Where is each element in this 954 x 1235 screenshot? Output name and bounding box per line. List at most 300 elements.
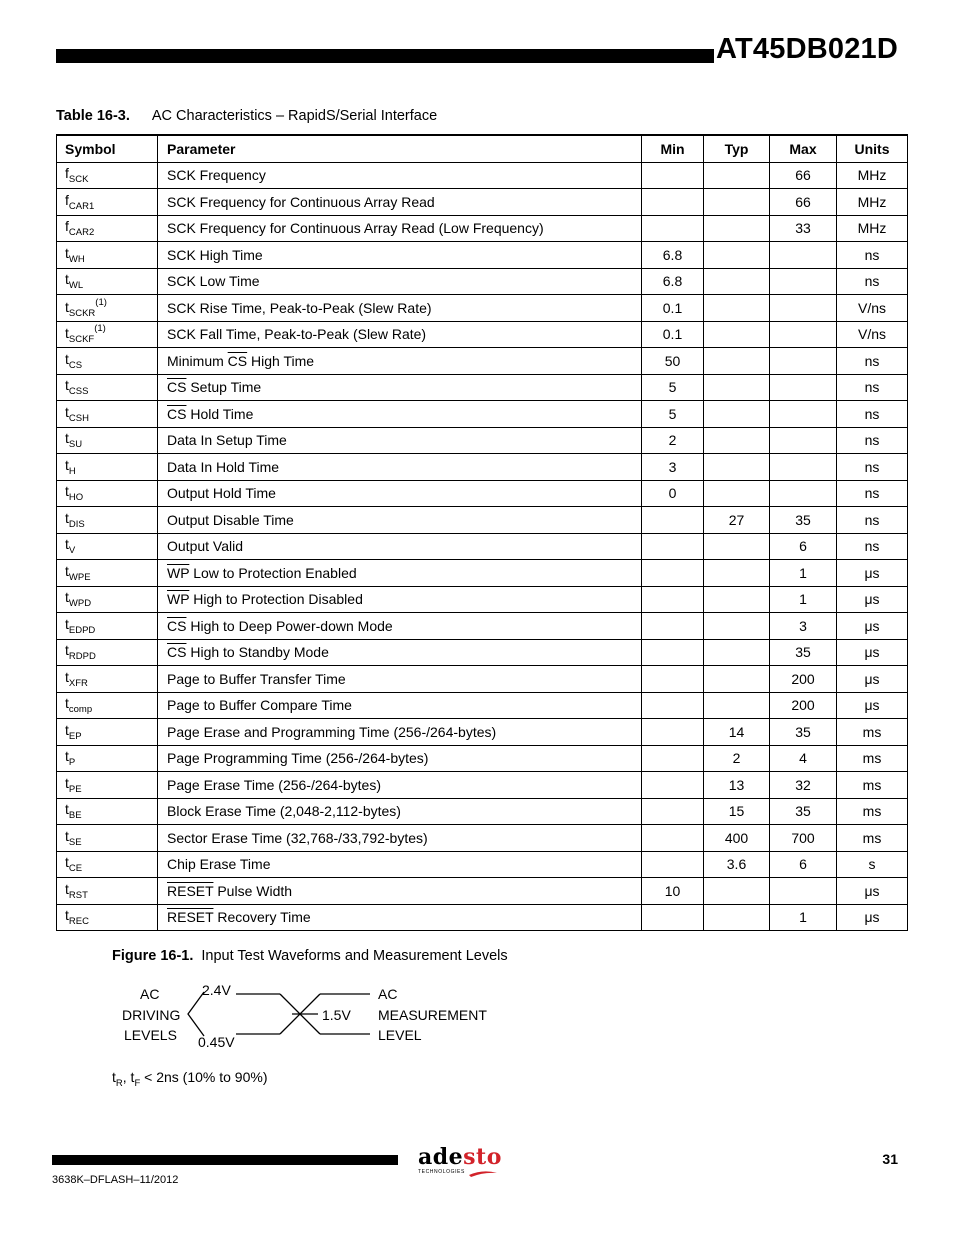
cell-typ: 13: [704, 772, 770, 799]
table-row: [57, 295, 908, 322]
cell-min: 5: [642, 374, 704, 401]
cell-max: 35: [770, 798, 837, 825]
cell-symbol: [57, 772, 158, 799]
symbol-base: t: [65, 801, 69, 818]
cell-typ: 15: [704, 798, 770, 825]
table-row: [57, 162, 908, 189]
table-row: [57, 374, 908, 401]
cell-parameter: Output Disable Time: [158, 507, 642, 534]
cell-typ: 3.6: [704, 851, 770, 878]
cell-parameter: [158, 560, 642, 587]
cell-typ: [704, 666, 770, 693]
cell-min: 0.1: [642, 321, 704, 348]
active-low-signal: $\overline{WP}$: [167, 564, 190, 581]
symbol-subscript: BE: [68, 810, 82, 822]
symbol-base: t: [65, 695, 69, 712]
cell-units: μs: [837, 586, 908, 613]
header-rule: [56, 49, 714, 63]
symbol-base: t: [65, 483, 69, 500]
cell-parameter: Page to Buffer Transfer Time: [158, 666, 642, 693]
cell-min: 10: [642, 878, 704, 905]
cell-min: 0.1: [642, 295, 704, 322]
cell-parameter: Block Erase Time (2,048-2,112-bytes): [158, 798, 642, 825]
cell-max: 66: [770, 162, 837, 189]
symbol-base: t: [65, 403, 69, 420]
cell-symbol: [57, 295, 158, 322]
symbol-base: t: [65, 615, 69, 632]
parameter-text: High to Deep Power-down Mode: [190, 617, 393, 634]
cell-parameter: [158, 348, 642, 375]
cell-units: μs: [837, 878, 908, 905]
measure-level-label: 1.5V: [322, 1007, 351, 1023]
symbol-subscript: PE: [68, 783, 82, 795]
cell-units: ns: [837, 348, 908, 375]
cell-parameter: Data In Hold Time: [158, 454, 642, 481]
symbol-base: t: [65, 377, 69, 394]
cell-min: [642, 639, 704, 666]
cell-min: 6.8: [642, 242, 704, 269]
table-row: [57, 401, 908, 428]
cell-units: s: [837, 851, 908, 878]
symbol-subscript: SCKF: [68, 334, 95, 346]
cell-max: [770, 401, 837, 428]
table-row: [57, 480, 908, 507]
symbol-footnote: (1): [94, 323, 106, 335]
cell-units: V/ns: [837, 295, 908, 322]
cell-max: [770, 348, 837, 375]
cell-min: 3: [642, 454, 704, 481]
note-sub-r: R: [115, 1078, 123, 1089]
symbol-subscript: SE: [68, 836, 82, 848]
cell-parameter: SCK Frequency for Continuous Array Read: [158, 189, 642, 216]
cell-symbol: [57, 268, 158, 295]
cell-typ: [704, 374, 770, 401]
active-low-signal: RESET: [167, 909, 214, 926]
table-row: [57, 215, 908, 242]
active-low-signal: $\overline{CS}$: [167, 617, 187, 634]
symbol-subscript: V: [68, 545, 76, 557]
cell-symbol: [57, 798, 158, 825]
parameter-text: Setup Time: [190, 379, 262, 396]
col-header-symbol: Symbol: [57, 135, 158, 162]
cell-units: ns: [837, 268, 908, 295]
cell-symbol: [57, 878, 158, 905]
cell-min: 2: [642, 427, 704, 454]
table-body: [57, 162, 908, 931]
cell-typ: [704, 162, 770, 189]
col-header-parameter: Parameter: [158, 135, 642, 162]
left-label-line-2: DRIVING: [122, 1007, 181, 1023]
cell-typ: [704, 904, 770, 931]
cell-max: [770, 268, 837, 295]
cell-typ: 400: [704, 825, 770, 852]
cell-typ: [704, 692, 770, 719]
cell-parameter: [158, 586, 642, 613]
cell-min: [642, 533, 704, 560]
cell-max: 1: [770, 586, 837, 613]
cell-max: 35: [770, 507, 837, 534]
symbol-base: t: [65, 244, 69, 261]
parameter-text: High to Protection Disabled: [193, 591, 363, 608]
table-row: [57, 798, 908, 825]
footer-rule: [52, 1155, 398, 1165]
cell-units: ns: [837, 427, 908, 454]
document-id: 3638K–DFLASH–11/2012: [52, 1174, 179, 1186]
table-row: [57, 321, 908, 348]
symbol-subscript: comp: [68, 704, 93, 716]
cell-min: [642, 215, 704, 242]
symbol-base: t: [65, 854, 69, 871]
symbol-subscript: EDPD: [68, 624, 96, 636]
symbol-subscript: CAR1: [68, 200, 95, 212]
symbol-base: t: [65, 721, 69, 738]
left-label-line-3: LEVELS: [124, 1027, 177, 1043]
cell-max: 1: [770, 904, 837, 931]
cell-typ: 27: [704, 507, 770, 534]
cell-symbol: [57, 639, 158, 666]
cell-typ: [704, 189, 770, 216]
symbol-base: t: [65, 907, 69, 924]
table-number: Table 16-3.: [56, 108, 130, 124]
table-row: [57, 427, 908, 454]
cell-units: MHz: [837, 215, 908, 242]
symbol-base: t: [65, 509, 69, 526]
table-row: [57, 613, 908, 640]
cell-parameter: Page to Buffer Compare Time: [158, 692, 642, 719]
table-header-row: [57, 135, 908, 162]
cell-units: μs: [837, 560, 908, 587]
cell-typ: [704, 560, 770, 587]
cell-max: 200: [770, 692, 837, 719]
symbol-base: t: [65, 562, 69, 579]
cell-symbol: [57, 427, 158, 454]
cell-units: ms: [837, 745, 908, 772]
table-row: [57, 666, 908, 693]
symbol-subscript: XFR: [68, 677, 88, 689]
cell-units: ns: [837, 374, 908, 401]
symbol-subscript: CSS: [68, 386, 89, 398]
test-waveform-diagram: [180, 982, 380, 1046]
cell-units: ns: [837, 507, 908, 534]
note-rest: < 2ns (10% to 90%): [140, 1069, 268, 1085]
logo-wordmark: [418, 1146, 504, 1168]
table-row: [57, 560, 908, 587]
cell-min: [642, 719, 704, 746]
cell-min: [642, 586, 704, 613]
cell-min: [642, 904, 704, 931]
cell-units: μs: [837, 692, 908, 719]
cell-parameter: SCK High Time: [158, 242, 642, 269]
adesto-logo: [418, 1146, 504, 1175]
cell-symbol: [57, 215, 158, 242]
cell-max: [770, 878, 837, 905]
cell-min: [642, 692, 704, 719]
cell-symbol: [57, 745, 158, 772]
parameter-text: High to Standby Mode: [190, 644, 329, 661]
right-label-line-2: MEASUREMENT: [378, 1007, 487, 1023]
cell-units: ms: [837, 798, 908, 825]
cell-parameter: Sector Erase Time (32,768-/33,792-bytes): [158, 825, 642, 852]
right-label-line-1: AC: [378, 986, 398, 1002]
figure-number: Figure 16-1.: [112, 948, 194, 964]
cell-typ: 2: [704, 745, 770, 772]
cell-min: [642, 745, 704, 772]
cell-symbol: [57, 189, 158, 216]
cell-min: [642, 666, 704, 693]
cell-parameter: Page Erase and Programming Time (256-/264-bytes): [158, 719, 642, 746]
cell-parameter: SCK Fall Time, Peak-to-Peak (Slew Rate): [158, 321, 642, 348]
low-level-label: 0.45V: [198, 1034, 235, 1050]
cell-parameter: SCK Frequency: [158, 162, 642, 189]
symbol-base: f: [65, 218, 69, 235]
rise-fall-note: [112, 1069, 268, 1089]
logo-word-a: ade: [418, 1144, 464, 1170]
high-level-label: 2.4V: [202, 982, 231, 998]
cell-min: [642, 560, 704, 587]
cell-units: μs: [837, 639, 908, 666]
cell-typ: [704, 401, 770, 428]
table-row: [57, 904, 908, 931]
cell-units: MHz: [837, 189, 908, 216]
cell-min: [642, 507, 704, 534]
cell-max: [770, 480, 837, 507]
cell-units: ns: [837, 480, 908, 507]
cell-max: 3: [770, 613, 837, 640]
cell-min: [642, 851, 704, 878]
symbol-footnote: (1): [95, 296, 107, 308]
cell-units: ns: [837, 454, 908, 481]
cell-parameter: [158, 613, 642, 640]
cell-min: 6.8: [642, 268, 704, 295]
note-sub-f: F: [134, 1078, 141, 1089]
cell-max: 6: [770, 851, 837, 878]
document-title: AT45DB021D: [716, 33, 898, 65]
symbol-subscript: RST: [68, 889, 88, 901]
cell-symbol: [57, 904, 158, 931]
driving-levels-bracket: [188, 992, 204, 1036]
active-low-signal: $\overline{WP}$: [167, 591, 190, 608]
active-low-signal: $\overline{CS}$: [167, 379, 187, 396]
cell-parameter: [158, 904, 642, 931]
cell-min: 5: [642, 401, 704, 428]
cell-symbol: [57, 454, 158, 481]
symbol-base: t: [65, 536, 69, 553]
symbol-base: f: [65, 165, 69, 182]
table-row: [57, 189, 908, 216]
cell-parameter: Page Programming Time (256-/264-bytes): [158, 745, 642, 772]
cell-symbol: [57, 321, 158, 348]
table-row: [57, 533, 908, 560]
cell-parameter: Chip Erase Time: [158, 851, 642, 878]
symbol-subscript: SCKR: [68, 307, 96, 319]
cell-typ: [704, 321, 770, 348]
cell-max: 35: [770, 639, 837, 666]
cell-min: [642, 189, 704, 216]
cell-max: 1: [770, 560, 837, 587]
symbol-subscript: CE: [68, 863, 83, 875]
cell-parameter: [158, 374, 642, 401]
cell-symbol: [57, 242, 158, 269]
cell-min: [642, 825, 704, 852]
cell-units: μs: [837, 613, 908, 640]
table-row: [57, 268, 908, 295]
cell-parameter: Data In Setup Time: [158, 427, 642, 454]
cell-symbol: [57, 666, 158, 693]
symbol-subscript: CS: [68, 359, 83, 371]
cell-parameter: SCK Rise Time, Peak-to-Peak (Slew Rate): [158, 295, 642, 322]
cell-max: 4: [770, 745, 837, 772]
cell-units: ms: [837, 825, 908, 852]
cell-typ: [704, 427, 770, 454]
symbol-base: t: [65, 827, 69, 844]
symbol-subscript: WL: [68, 280, 84, 292]
cell-symbol: [57, 825, 158, 852]
cell-min: 0: [642, 480, 704, 507]
symbol-base: t: [65, 350, 69, 367]
table-row: [57, 242, 908, 269]
active-low-signal: $\overline{CS}$: [227, 352, 248, 369]
page-number: 31: [882, 1151, 898, 1167]
cell-typ: [704, 639, 770, 666]
symbol-subscript: DIS: [68, 518, 85, 530]
symbol-base: t: [65, 668, 69, 685]
symbol-subscript: CAR2: [68, 227, 95, 239]
cell-parameter: Page Erase Time (256-/264-bytes): [158, 772, 642, 799]
cell-typ: [704, 268, 770, 295]
table-row: [57, 772, 908, 799]
figure-caption: [112, 948, 508, 964]
cell-max: 32: [770, 772, 837, 799]
table-title: AC Characteristics – RapidS/Serial Interface: [151, 108, 438, 124]
table-row: [57, 851, 908, 878]
cell-parameter: SCK Frequency for Continuous Array Read (Low Frequency): [158, 215, 642, 242]
cell-typ: [704, 215, 770, 242]
cell-max: 700: [770, 825, 837, 852]
cell-max: 6: [770, 533, 837, 560]
cell-symbol: [57, 560, 158, 587]
cell-typ: [704, 242, 770, 269]
cell-min: [642, 798, 704, 825]
cell-symbol: [57, 533, 158, 560]
symbol-base: f: [65, 191, 69, 208]
table-row: [57, 639, 908, 666]
cell-min: 50: [642, 348, 704, 375]
cell-symbol: [57, 851, 158, 878]
cell-symbol: [57, 401, 158, 428]
cell-typ: [704, 613, 770, 640]
symbol-base: t: [65, 642, 69, 659]
note-t1: t: [112, 1069, 116, 1085]
cell-symbol: [57, 692, 158, 719]
parameter-text-post: High Time: [247, 352, 315, 369]
cell-units: ns: [837, 242, 908, 269]
cell-units: μs: [837, 904, 908, 931]
cell-symbol: [57, 162, 158, 189]
symbol-subscript: CSH: [68, 412, 89, 424]
table-caption: [56, 108, 437, 124]
symbol-subscript: SCK: [68, 174, 89, 186]
symbol-base: t: [65, 271, 69, 288]
table-row: [57, 348, 908, 375]
parameter-text-pre: Minimum: [167, 352, 228, 369]
symbol-base: t: [65, 880, 69, 897]
table-row: [57, 825, 908, 852]
cell-max: [770, 242, 837, 269]
table-row: [57, 692, 908, 719]
right-label-line-3: LEVEL: [378, 1027, 422, 1043]
cell-typ: [704, 533, 770, 560]
ac-characteristics-table: [56, 134, 908, 931]
symbol-subscript: WPD: [68, 598, 92, 610]
table-row: [57, 745, 908, 772]
cell-units: MHz: [837, 162, 908, 189]
parameter-text: Low to Protection Enabled: [193, 564, 357, 581]
logo-word-b: sto: [463, 1144, 502, 1170]
cell-typ: [704, 295, 770, 322]
figure-title: Input Test Waveforms and Measurement Levels: [201, 948, 508, 964]
cell-max: 33: [770, 215, 837, 242]
cell-symbol: [57, 613, 158, 640]
cell-max: [770, 427, 837, 454]
active-low-signal: $\overline{CS}$: [167, 405, 187, 422]
symbol-base: t: [65, 325, 69, 342]
active-low-signal: $\overline{CS}$: [167, 644, 187, 661]
parameter-text: Hold Time: [190, 405, 254, 422]
cell-max: 200: [770, 666, 837, 693]
symbol-base: t: [65, 589, 69, 606]
cell-parameter: [158, 639, 642, 666]
table-row: [57, 454, 908, 481]
cell-parameter: [158, 401, 642, 428]
cell-typ: [704, 480, 770, 507]
logo-swoosh-icon: [468, 1170, 498, 1178]
cell-min: [642, 772, 704, 799]
cell-symbol: [57, 348, 158, 375]
symbol-base: t: [65, 430, 69, 447]
cell-min: [642, 162, 704, 189]
table-row: [57, 878, 908, 905]
cell-units: μs: [837, 666, 908, 693]
symbol-base: t: [65, 748, 69, 765]
cell-max: [770, 374, 837, 401]
cell-parameter: [158, 878, 642, 905]
symbol-subscript: WPE: [68, 571, 91, 583]
parameter-text: Recovery Time: [217, 909, 311, 926]
symbol-base: t: [65, 774, 69, 791]
cell-symbol: [57, 480, 158, 507]
symbol-subscript: P: [68, 757, 76, 769]
cell-max: 35: [770, 719, 837, 746]
table-row: [57, 507, 908, 534]
symbol-subscript: REC: [68, 916, 89, 928]
col-header-typ: Typ: [704, 135, 770, 162]
cell-max: 66: [770, 189, 837, 216]
cell-parameter: Output Hold Time: [158, 480, 642, 507]
cell-typ: [704, 454, 770, 481]
cell-symbol: [57, 586, 158, 613]
symbol-subscript: RDPD: [68, 651, 96, 663]
cell-max: [770, 454, 837, 481]
symbol-base: t: [65, 456, 69, 473]
logo-subtitle: TECHNOLOGIES: [418, 1169, 465, 1175]
cell-typ: [704, 348, 770, 375]
symbol-base: t: [65, 298, 69, 315]
cell-typ: [704, 586, 770, 613]
cell-symbol: [57, 374, 158, 401]
cell-max: [770, 295, 837, 322]
cell-max: [770, 321, 837, 348]
symbol-subscript: WH: [68, 253, 85, 265]
